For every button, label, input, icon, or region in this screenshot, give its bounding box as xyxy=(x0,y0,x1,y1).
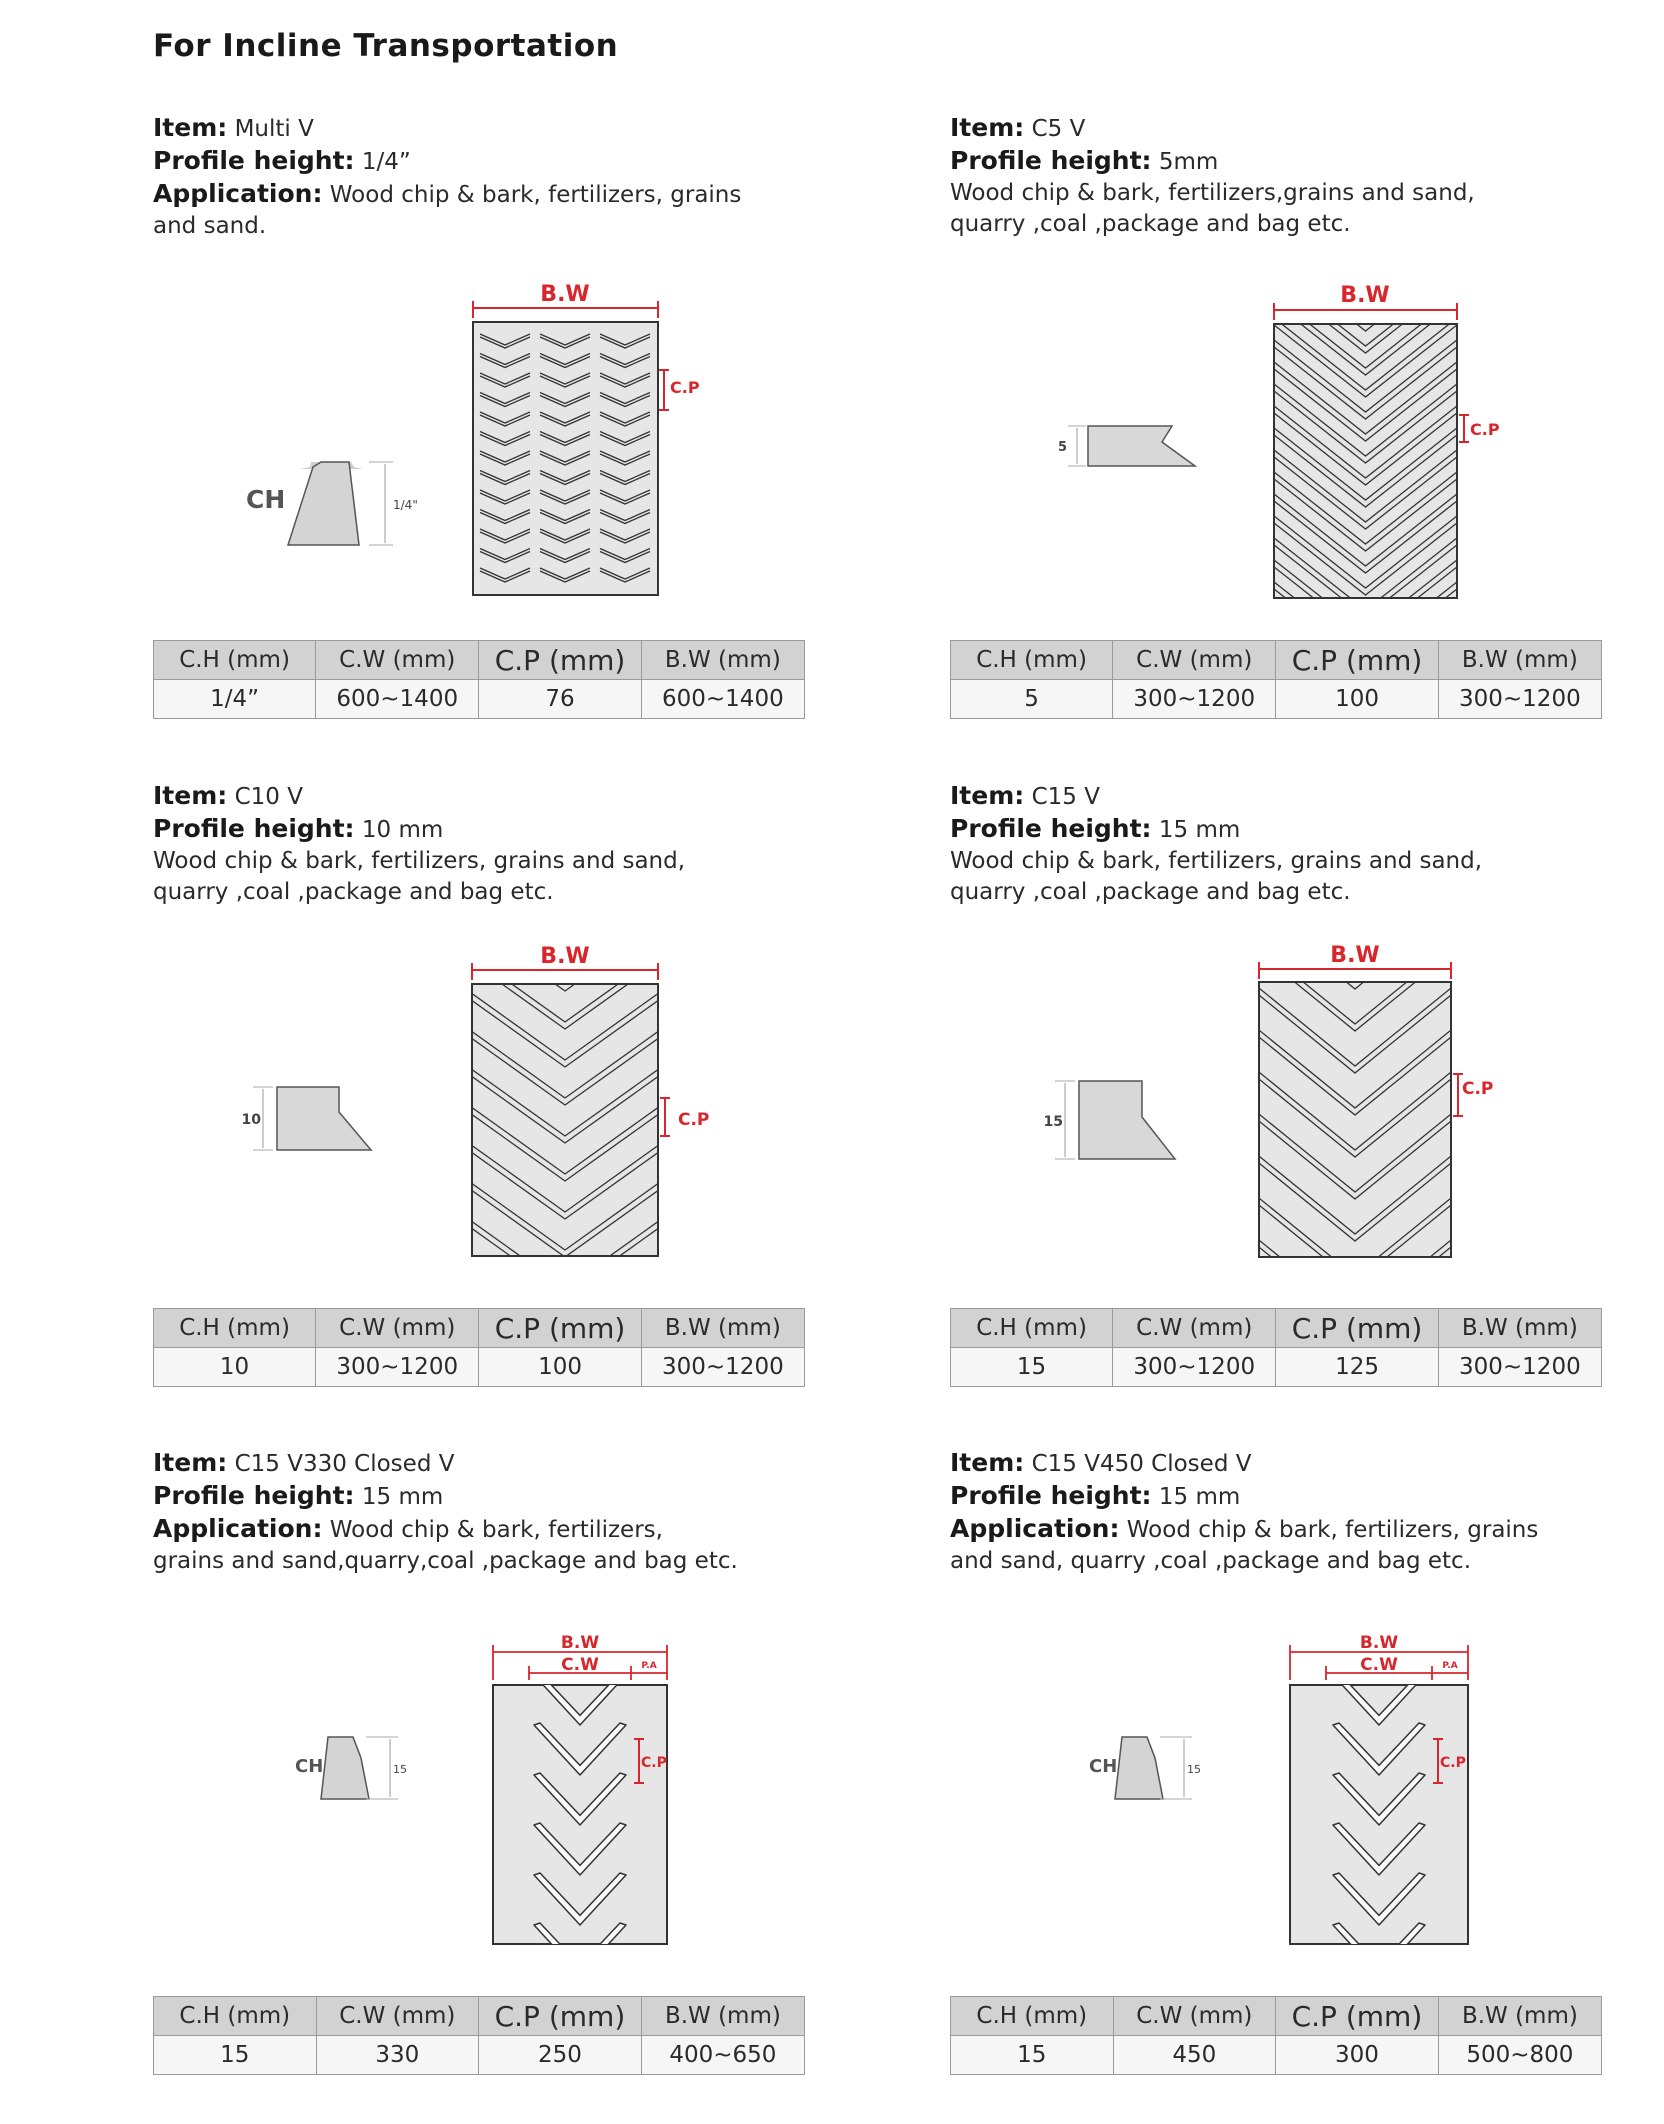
header-cw: C.W (mm) xyxy=(316,1997,479,2036)
chevron-cleat xyxy=(467,1256,663,1280)
bw-label: B.W xyxy=(540,944,590,969)
item-value: Multi V xyxy=(234,116,314,142)
bw-dimension xyxy=(1274,283,1457,320)
application-text-cont: quarry ,coal ,package and bag etc. xyxy=(153,879,554,905)
profile-height-label: Profile height: xyxy=(950,146,1152,175)
cp-label: C.P xyxy=(1462,1079,1494,1099)
item-value: C15 V xyxy=(1031,784,1100,810)
chevron-cleat xyxy=(467,1263,663,1280)
value-bw: 300~1200 xyxy=(1438,680,1601,719)
profile-cross-section xyxy=(242,1087,371,1150)
header-cw: C.W (mm) xyxy=(316,641,479,680)
product-card-c10-v xyxy=(153,780,813,1440)
value-bw: 500~800 xyxy=(1438,2036,1601,2075)
profile-height-label: Profile height: xyxy=(153,1481,355,1510)
value-cp: 250 xyxy=(479,2036,642,2075)
chevron-cleat xyxy=(1269,607,1462,612)
value-cp: 100 xyxy=(1276,680,1438,719)
pa-label: P.A xyxy=(641,1661,657,1671)
profile-height-value: 1/4” xyxy=(361,149,411,175)
profile-height-label: Profile height: xyxy=(950,814,1152,843)
value-bw: 300~1200 xyxy=(641,1348,804,1387)
header-ch: C.H (mm) xyxy=(154,1997,317,2036)
application-text: Wood chip & bark, fertilizers, grains xyxy=(329,182,742,208)
cw-label: C.W xyxy=(1360,1655,1398,1675)
bw-cw-dimension xyxy=(1290,1633,1468,1680)
profile-cross-section xyxy=(246,462,418,545)
application-label: Application: xyxy=(950,1514,1120,1543)
application-text: Wood chip & bark, fertilizers,grains and sand, xyxy=(950,180,1475,206)
profile-dim-label: 1/4" xyxy=(393,498,418,512)
header-cp: C.P (mm) xyxy=(1276,1309,1438,1348)
spec-table xyxy=(950,1996,1602,2075)
application-text: Wood chip & bark, fertilizers, grains and sand, xyxy=(153,848,686,874)
spec-table xyxy=(950,1308,1602,1387)
value-cp: 125 xyxy=(1276,1348,1438,1387)
product-card-c5-v xyxy=(950,112,1610,772)
profile-dim-label: 5 xyxy=(1057,440,1067,455)
profile-cross-section xyxy=(1089,1737,1201,1799)
ch-label: CH xyxy=(246,485,286,514)
profile-dim-label: 15 xyxy=(393,1763,407,1776)
chevron-cleat xyxy=(1254,1278,1456,1280)
header-cw: C.W (mm) xyxy=(1113,641,1276,680)
profile-dim-label: 15 xyxy=(1043,1114,1063,1130)
c5-v-diagram xyxy=(950,112,1610,612)
product-card-multi-v xyxy=(153,112,813,772)
profile-dim-label: 15 xyxy=(1187,1763,1201,1776)
ch-label: CH xyxy=(1089,1756,1118,1777)
value-cw: 300~1200 xyxy=(316,1348,479,1387)
value-cp: 100 xyxy=(479,1348,641,1387)
cp-label: C.P xyxy=(641,1755,667,1771)
profile-height-value: 5mm xyxy=(1158,149,1219,175)
c10-v-diagram xyxy=(153,780,813,1280)
profile-height-value: 15 mm xyxy=(361,1484,444,1510)
header-cw: C.W (mm) xyxy=(1113,1997,1276,2036)
item-value: C15 V330 Closed V xyxy=(234,1451,455,1477)
cp-label: C.P xyxy=(678,1110,710,1130)
value-cp: 76 xyxy=(479,680,641,719)
multi-v-diagram xyxy=(153,112,813,612)
application-text-cont: grains and sand,quarry,coal ,package and bag etc. xyxy=(153,1548,738,1574)
value-ch: 1/4” xyxy=(154,680,316,719)
cw-label: C.W xyxy=(561,1655,599,1675)
item-label: Item: xyxy=(950,113,1025,142)
application-text-cont: and sand. xyxy=(153,213,267,239)
header-cp: C.P (mm) xyxy=(479,641,641,680)
value-cw: 300~1200 xyxy=(1113,680,1276,719)
profile-height-value: 15 mm xyxy=(1158,817,1241,843)
profile-height-label: Profile height: xyxy=(950,1481,1152,1510)
cp-label: C.P xyxy=(1470,420,1500,439)
application-label: Application: xyxy=(153,179,323,208)
pa-label: P.A xyxy=(1442,1661,1458,1671)
header-ch: C.H (mm) xyxy=(951,1309,1113,1348)
value-ch: 10 xyxy=(154,1348,316,1387)
item-label: Item: xyxy=(950,1448,1025,1477)
value-cw: 600~1400 xyxy=(316,680,479,719)
spec-table xyxy=(950,640,1602,719)
page-title: For Incline Transportation xyxy=(153,28,619,64)
header-bw: B.W (mm) xyxy=(641,641,804,680)
value-bw: 600~1400 xyxy=(641,680,804,719)
application-label: Application: xyxy=(153,1514,323,1543)
product-card-c15-v330 xyxy=(153,1447,813,2107)
header-bw: B.W (mm) xyxy=(641,1309,804,1348)
cp-dimension xyxy=(660,1098,709,1136)
c15-v-diagram xyxy=(950,780,1610,1280)
c15-v450-diagram xyxy=(950,1447,1610,1967)
item-value: C10 V xyxy=(234,784,303,810)
profile-height-label: Profile height: xyxy=(153,814,355,843)
value-cp: 300 xyxy=(1276,2036,1439,2075)
header-cp: C.P (mm) xyxy=(1276,1997,1439,2036)
application-text: Wood chip & bark, fertilizers, xyxy=(329,1517,663,1543)
cp-dimension xyxy=(1459,415,1500,442)
header-cw: C.W (mm) xyxy=(1113,1309,1276,1348)
header-cp: C.P (mm) xyxy=(1276,641,1438,680)
ch-label: CH xyxy=(295,1756,324,1777)
item-label: Item: xyxy=(950,781,1025,810)
profile-height-value: 10 mm xyxy=(361,817,444,843)
product-card-c15-v xyxy=(950,780,1610,1440)
cp-label: C.P xyxy=(670,378,700,397)
value-cw: 450 xyxy=(1113,2036,1276,2075)
item-label: Item: xyxy=(153,781,228,810)
belt-top-view xyxy=(473,322,658,595)
header-ch: C.H (mm) xyxy=(951,1997,1114,2036)
value-cw: 300~1200 xyxy=(1113,1348,1276,1387)
profile-cross-section xyxy=(1044,1081,1175,1159)
header-cw: C.W (mm) xyxy=(316,1309,479,1348)
header-cp: C.P (mm) xyxy=(479,1997,642,2036)
item-label: Item: xyxy=(153,113,228,142)
application-text: Wood chip & bark, fertilizers, grains xyxy=(1126,1517,1539,1543)
application-text-cont: and sand, quarry ,coal ,package and bag etc. xyxy=(950,1548,1472,1574)
value-bw: 400~650 xyxy=(641,2036,804,2075)
value-ch: 15 xyxy=(154,2036,317,2075)
spec-table xyxy=(153,1996,805,2075)
value-cw: 330 xyxy=(316,2036,479,2075)
value-ch: 15 xyxy=(951,2036,1114,2075)
spec-table xyxy=(153,1308,805,1387)
bw-dimension xyxy=(473,282,658,318)
header-bw: B.W (mm) xyxy=(1438,1309,1601,1348)
application-text-cont: quarry ,coal ,package and bag etc. xyxy=(950,879,1351,905)
item-value: C15 V450 Closed V xyxy=(1031,1451,1252,1477)
belt-top-view xyxy=(493,1673,667,1967)
value-ch: 5 xyxy=(951,680,1113,719)
chevron-cleat xyxy=(1269,600,1462,612)
cp-label: C.P xyxy=(1440,1755,1466,1771)
bw-dimension xyxy=(1259,943,1451,979)
cp-dimension xyxy=(659,370,700,410)
product-card-c15-v450 xyxy=(950,1447,1610,2107)
profile-cross-section xyxy=(1058,426,1195,466)
value-bw: 300~1200 xyxy=(1438,1348,1601,1387)
bw-label: B.W xyxy=(560,1633,600,1653)
value-ch: 15 xyxy=(951,1348,1113,1387)
bw-label: B.W xyxy=(1340,283,1390,308)
bw-label: B.W xyxy=(540,282,590,307)
bw-cw-dimension xyxy=(493,1633,667,1680)
header-ch: C.H (mm) xyxy=(154,1309,316,1348)
header-bw: B.W (mm) xyxy=(1438,1997,1601,2036)
application-text: Wood chip & bark, fertilizers, grains and sand, xyxy=(950,848,1483,874)
bw-label: B.W xyxy=(1359,1633,1399,1653)
header-ch: C.H (mm) xyxy=(951,641,1113,680)
cp-dimension xyxy=(1453,1074,1493,1116)
c15-v330-diagram xyxy=(153,1447,813,1967)
bw-dimension xyxy=(472,944,658,980)
header-ch: C.H (mm) xyxy=(154,641,316,680)
bw-label: B.W xyxy=(1330,943,1380,968)
header-bw: B.W (mm) xyxy=(641,1997,804,2036)
item-label: Item: xyxy=(153,1448,228,1477)
application-text-cont: quarry ,coal ,package and bag etc. xyxy=(950,211,1351,237)
profile-height-value: 15 mm xyxy=(1158,1484,1241,1510)
profile-cross-section xyxy=(295,1737,407,1799)
profile-dim-label: 10 xyxy=(241,1112,261,1128)
header-bw: B.W (mm) xyxy=(1438,641,1601,680)
spec-table xyxy=(153,640,805,719)
belt-top-view xyxy=(1290,1673,1468,1967)
header-cp: C.P (mm) xyxy=(479,1309,641,1348)
item-value: C5 V xyxy=(1031,116,1086,142)
profile-height-label: Profile height: xyxy=(153,146,355,175)
